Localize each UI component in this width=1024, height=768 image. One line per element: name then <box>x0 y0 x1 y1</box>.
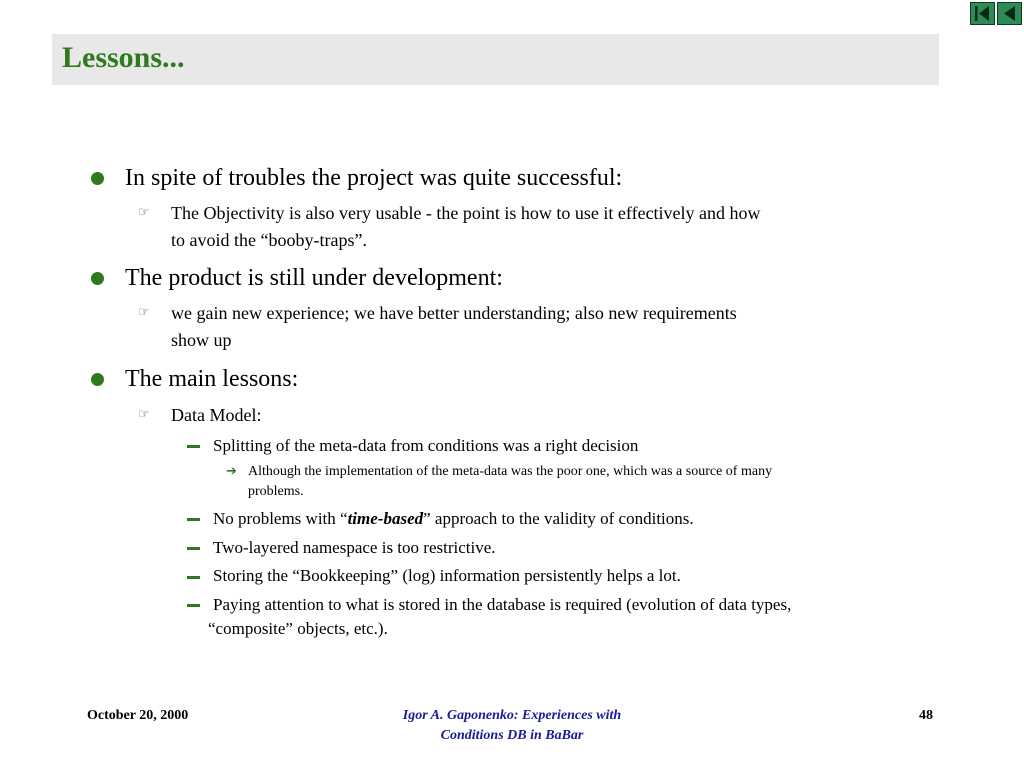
previous-slide-icon <box>1000 5 1019 22</box>
data-model-item-5-line-1: Paying attention to what is stored in the database is required (evolution of data types, <box>213 595 792 614</box>
footer-author-line-1: Igor A. Gaponenko: Experiences with <box>402 708 622 723</box>
footer-author <box>352 706 672 746</box>
bullet-dot <box>91 373 104 386</box>
data-model-item-2-emphasis: time-based <box>347 509 424 528</box>
dash-bullet <box>187 576 200 579</box>
dash-bullet <box>187 547 200 550</box>
data-model-item-3: Two-layered namespace is too restrictive. <box>213 538 496 557</box>
bullet-3-sub-1: Data Model: <box>171 405 262 425</box>
data-model-item-1-note-line-1: Although the implementation of the meta-data was the poor one, which was a source of many <box>248 464 773 479</box>
pointing-hand-icon: ☞ <box>138 305 150 320</box>
bullet-1-sub-1-line-1: The Objectivity is also very usable - the point is how to use it effectively and how <box>171 203 761 223</box>
data-model-item-4: Storing the “Bookkeeping” (log) information persistently helps a lot. <box>213 566 681 585</box>
data-model-item-1: Splitting of the meta-data from conditions was a right decision <box>213 436 639 455</box>
slide-navigation <box>970 2 1024 26</box>
dash-bullet <box>187 604 200 607</box>
data-model-item-2-suffix: ” approach to the validity of conditions. <box>423 509 694 528</box>
previous-slide-button[interactable] <box>997 2 1022 25</box>
bullet-3-text: The main lessons: <box>125 366 299 392</box>
bullet-dot <box>91 172 104 185</box>
footer-author-line-2: Conditions DB in BaBar <box>440 728 584 743</box>
footer-date: October 20, 2000 <box>87 708 189 723</box>
data-model-item-5-line-2: “composite” objects, etc.). <box>208 619 388 638</box>
data-model-item-1-note-line-2: problems. <box>248 484 304 499</box>
data-model-item-2 <box>213 508 694 530</box>
bullet-dot <box>91 272 104 285</box>
page-number: 48 <box>919 708 933 723</box>
bullet-2-sub-1-line-1: we gain new experience; we have better understanding; also new requirements <box>171 303 737 323</box>
dash-bullet <box>187 518 200 521</box>
pointing-hand-icon: ☞ <box>138 407 150 422</box>
first-slide-icon <box>973 5 992 22</box>
slide-title: Lessons... <box>62 41 185 74</box>
first-slide-button[interactable] <box>970 2 995 25</box>
bullet-1-sub-1-line-2: to avoid the “booby-traps”. <box>171 230 367 250</box>
bullet-2-text: The product is still under development: <box>125 265 503 291</box>
bullet-2-sub-1-line-2: show up <box>171 330 232 350</box>
arrow-right-icon: ➔ <box>226 464 237 479</box>
dash-bullet <box>187 445 200 448</box>
title-bar <box>52 34 939 85</box>
pointing-hand-icon: ☞ <box>138 205 150 220</box>
bullet-1-text: In spite of troubles the project was quite successful: <box>125 165 623 191</box>
data-model-item-2-prefix: No problems with “ <box>213 509 348 528</box>
